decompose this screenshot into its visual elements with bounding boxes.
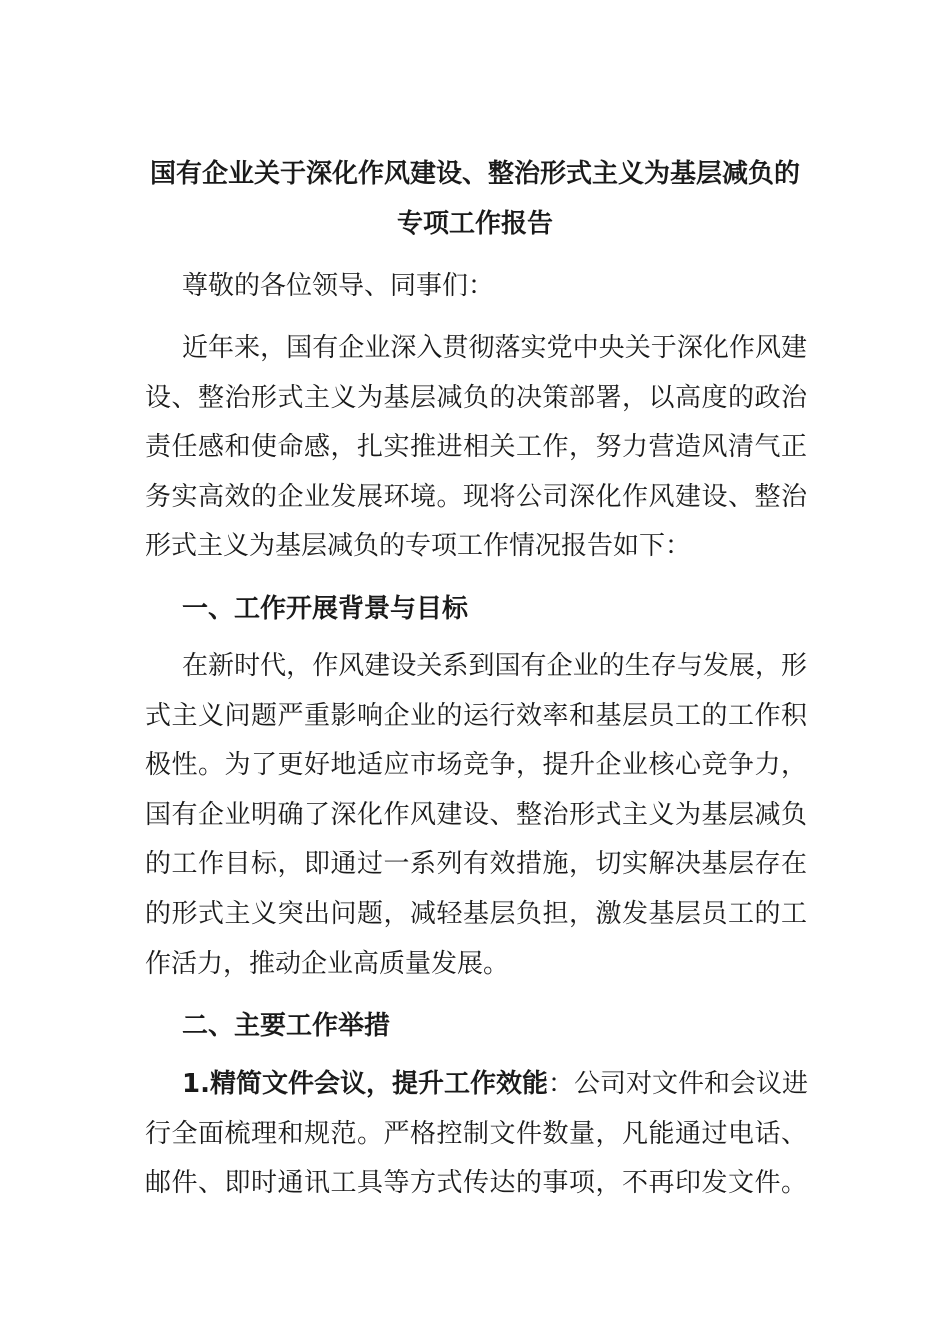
section-2-heading: 二、主要工作举措 <box>182 1011 391 1041</box>
section-1-line-1: 在新时代，作风建设关系到国有企业的生存与发展，形 <box>182 651 807 681</box>
intro-line-3: 责任感和使命感，扎实推进相关工作，努力营造风清气正 <box>145 432 807 462</box>
section-1-line-4: 国有企业明确了深化作风建设、整治形式主义为基层减负 <box>145 800 807 830</box>
section-2-item-1-text: ：公司对文件和会议进 <box>547 1069 808 1099</box>
intro-line-1: 近年来，国有企业深入贯彻落实党中央关于深化作风建 <box>182 333 807 363</box>
section-1-line-2: 式主义问题严重影响企业的运行效率和基层员工的工作积 <box>145 701 807 731</box>
section-1-line-3: 极性。为了更好地适应市场竞争，提升企业核心竞争力， <box>145 750 807 780</box>
section-1-line-7: 作活力，推动企业高质量发展。 <box>145 949 510 979</box>
document-title-line-2: 专项工作报告 <box>396 209 553 239</box>
section-1-line-5: 的工作目标，即通过一系列有效措施，切实解决基层存在 <box>145 849 807 879</box>
intro-line-5: 形式主义为基层减负的专项工作情况报告如下： <box>145 531 692 561</box>
section-2-item-1-first-line <box>145 1068 807 1100</box>
section-2-item-1-line-3: 邮件、即时通讯工具等方式传达的事项，不再印发文件。 <box>145 1168 807 1198</box>
intro-line-4: 务实高效的企业发展环境。现将公司深化作风建设、整治 <box>145 482 807 512</box>
document-title-line-1: 国有企业关于深化作风建设、整治形式主义为基层减负的 <box>149 159 800 189</box>
intro-line-2: 设、整治形式主义为基层减负的决策部署，以高度的政治 <box>145 383 807 413</box>
salutation: 尊敬的各位领导、同事们： <box>182 271 495 301</box>
section-2-item-1-line-2: 行全面梳理和规范。严格控制文件数量，凡能通过电话、 <box>145 1119 807 1149</box>
section-1-heading: 一、工作开展背景与目标 <box>182 594 469 624</box>
section-2-item-1-title: 1.精简文件会议，提升工作效能 <box>182 1069 548 1099</box>
section-1-line-6: 的形式主义突出问题，减轻基层负担，激发基层员工的工 <box>145 899 807 929</box>
